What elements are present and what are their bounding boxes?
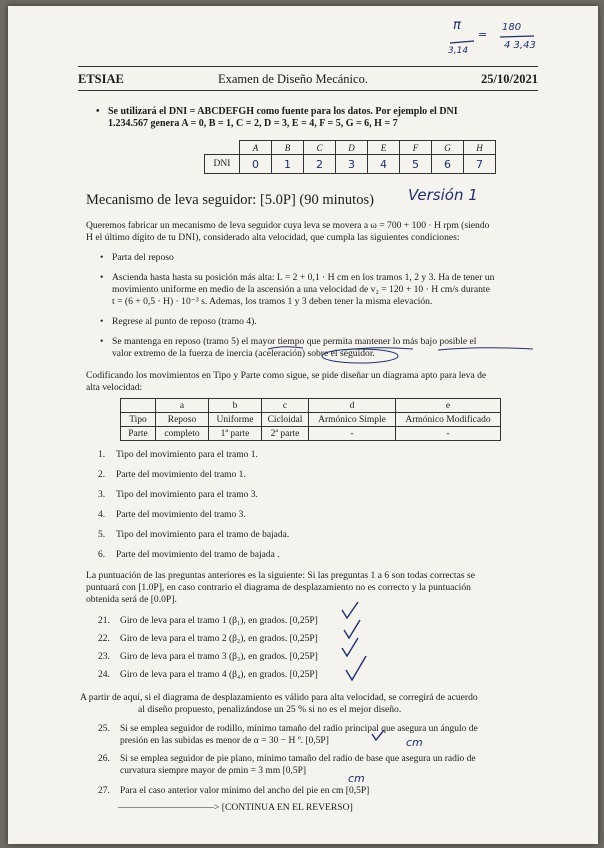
code-cell: Armónico Modificado bbox=[396, 413, 501, 427]
question-26-line-2: curvatura siempre mayor de ρmin = 3 mm [0,5P] bbox=[120, 766, 307, 776]
code-header-c: c bbox=[262, 399, 309, 413]
para4-line-2: al diseño propuesto, penalizándose un 25 % si no es el mejor diseño. bbox=[138, 704, 402, 715]
question-25-line-1: 25. Si se emplea seguidor de rodillo, mínimo tamaño del radio principal que asegura un ángulo de bbox=[98, 724, 478, 734]
para3-line-1: La puntuación de las preguntas anteriores es la siguiente: Si las preguntas 1 a 6 son todas correctas se bbox=[86, 570, 475, 581]
dni-value-e: 4 bbox=[368, 155, 400, 174]
section-title: Mecanismo de leva seguidor: [5.0P] (90 minutos) bbox=[86, 192, 374, 208]
question-25-line-2: presión en las subidas es menor de α = 30 − H º. [0,5P] bbox=[120, 736, 329, 746]
dni-header-c: C bbox=[304, 141, 336, 155]
question-26-line-1: 26. Si se emplea seguidor de pie plano, mínimo tamaño del radio de base que asegura un radio de bbox=[98, 754, 476, 764]
condition-3: • Regrese al punto de reposo (tramo 4). bbox=[112, 316, 257, 328]
header-bottom-rule bbox=[78, 90, 538, 91]
code-cell: completo bbox=[156, 427, 209, 441]
condition-1: • Parta del reposo bbox=[112, 252, 174, 264]
question-27: 27. Para el caso anterior valor mínimo del ancho del pie en cm [0,5P] bbox=[98, 786, 370, 796]
exam-date: 25/10/2021 bbox=[481, 72, 538, 86]
dni-header-g: G bbox=[432, 141, 464, 155]
dni-header-e: E bbox=[368, 141, 400, 155]
dni-value-a: 0 bbox=[240, 155, 272, 174]
para2-line-1: Codificando los movimientos en Tipo y Parte como sigue, se pide diseñar un diagrama apto para leva de bbox=[86, 370, 487, 381]
code-cell: - bbox=[309, 427, 396, 441]
dni-value-d: 3 bbox=[336, 155, 368, 174]
question-23: 23. Giro de leva para el tramo 3 (β₃), en grados. [0,25P] bbox=[98, 652, 318, 662]
para3-line-2: puntuará con [1.0P], en caso contrario el diagrama de desplazamiento no es correcto y la puntuación bbox=[86, 582, 471, 593]
intro-line-2: 1.234.567 genera A = 0, B = 1, C = 2, D = 3, E = 4, F = 5, G = 6, H = 7 bbox=[108, 118, 398, 129]
code-cell: 2ª parte bbox=[262, 427, 309, 441]
question-26-note: cm bbox=[348, 772, 365, 785]
dni-value-h: 7 bbox=[464, 155, 496, 174]
code-cell: 1ª parte bbox=[209, 427, 262, 441]
condition-4-line-1: • Se mantenga en reposo (tramo 5) el mayor tiempo que permita mantener lo más bajo posible el bbox=[112, 336, 476, 348]
code-cell: - bbox=[396, 427, 501, 441]
code-cell: Tipo bbox=[121, 413, 156, 427]
school-name: ETSIAE bbox=[78, 72, 124, 86]
code-header-blank bbox=[121, 399, 156, 413]
dni-value-b: 1 bbox=[272, 155, 304, 174]
corner-note-num-right: 180 bbox=[502, 22, 522, 33]
handwritten-checkmarks-2 bbox=[370, 728, 430, 778]
continue-footer: ——————————> [CONTINUA EN EL REVERSO] bbox=[118, 802, 353, 813]
code-cell: Armónico Simple bbox=[309, 413, 396, 427]
dni-value-f: 5 bbox=[400, 155, 432, 174]
question-21: 21. Giro de leva para el tramo 1 (β₁), en grados. [0,25P] bbox=[98, 616, 318, 626]
exam-title: Examen de Diseño Mecánico. bbox=[218, 72, 368, 86]
condition-2-line-3: t = (6 + 0,5 · H) · 10⁻³ s. Ademas, los tramos 1 y 3 deben tener la misma elevación. bbox=[112, 296, 433, 307]
code-cell: Cicloidal bbox=[262, 413, 309, 427]
code-header-b: b bbox=[209, 399, 262, 413]
handwritten-checkmarks bbox=[338, 600, 378, 690]
condition-4-line-2: valor extremo de la fuerza de inercia (aceleración) sobre el seguidor. bbox=[112, 348, 375, 359]
dni-header-b: B bbox=[272, 141, 304, 155]
question-1: 1. Tipo del movimiento para el tramo 1. bbox=[98, 450, 258, 460]
dni-header-f: F bbox=[400, 141, 432, 155]
para2-line-2: alta velocidad: bbox=[86, 382, 143, 393]
motion-code-table bbox=[120, 398, 501, 441]
condition-2-line-1: • Ascienda hasta hasta su posición más alta: L = 2 + 0,1 · H cm en los tramos 1, 2 y 3. Ha de tener un bbox=[112, 272, 494, 284]
corner-note-den-right: 4 3,43 bbox=[504, 40, 536, 51]
code-header-a: a bbox=[156, 399, 209, 413]
question-5: 5. Tipo del movimiento para el tramo de bajada. bbox=[98, 530, 290, 540]
exam-sheet bbox=[8, 6, 598, 844]
version-note: Versión 1 bbox=[408, 186, 478, 204]
question-2: 2. Parte del movimiento del tramo 1. bbox=[98, 470, 246, 480]
question-3: 3. Tipo del movimiento para el tramo 3. bbox=[98, 490, 258, 500]
dni-value-g: 6 bbox=[432, 155, 464, 174]
header-top-rule bbox=[78, 66, 538, 67]
dni-value-c: 2 bbox=[304, 155, 336, 174]
question-25-note: cm bbox=[406, 736, 423, 749]
para4-line-1: A partir de aquí, si el diagrama de desplazamiento es válido para alta velocidad, se corregirá de acuerdo bbox=[80, 692, 478, 703]
dni-header-h: H bbox=[464, 141, 496, 155]
corner-note-equals: = bbox=[478, 28, 488, 41]
corner-note-pi: π bbox=[453, 18, 461, 33]
code-cell: Reposo bbox=[156, 413, 209, 427]
para1-line-2: H el último dígito de tu DNI), considerado alta velocidad, que cumpla las siguientes condiciones: bbox=[86, 232, 460, 243]
dni-header-a: A bbox=[240, 141, 272, 155]
dni-table bbox=[204, 140, 496, 174]
corner-note-fraction-lines bbox=[444, 20, 564, 60]
question-4: 4. Parte del movimiento del tramo 3. bbox=[98, 510, 246, 520]
dni-header-d: D bbox=[336, 141, 368, 155]
para1-line-1: Queremos fabricar un mecanismo de leva seguidor cuya leva se movera a ω = 700 + 100 · H rpm (siendo bbox=[86, 220, 490, 231]
code-header-e: e bbox=[396, 399, 501, 413]
code-cell: Parte bbox=[121, 427, 156, 441]
dni-row-label: DNI bbox=[205, 155, 240, 174]
condition-2-line-2: movimiento uniforme en medio de la ascensión a una velocidad de v₂ = 120 + 10 · H cm/s durante bbox=[112, 284, 490, 295]
question-24: 24. Giro de leva para el tramo 4 (β₄), en grados. [0,25P] bbox=[98, 670, 318, 680]
intro-line-1: • Se utilizará el DNI = ABCDEFGH como fuente para los datos. Por ejemplo el DNI bbox=[108, 106, 458, 118]
para3-line-3: obtenida será de [0.0P]. bbox=[86, 594, 177, 605]
question-22: 22. Giro de leva para el tramo 2 (β₂), en grados. [0,25P] bbox=[98, 634, 318, 644]
corner-note-den-left: 3,14 bbox=[448, 46, 469, 56]
code-header-d: d bbox=[309, 399, 396, 413]
handwritten-underlines bbox=[188, 344, 548, 366]
question-6: 6. Parte del movimiento del tramo de bajada . bbox=[98, 550, 280, 560]
code-cell: Uniforme bbox=[209, 413, 262, 427]
